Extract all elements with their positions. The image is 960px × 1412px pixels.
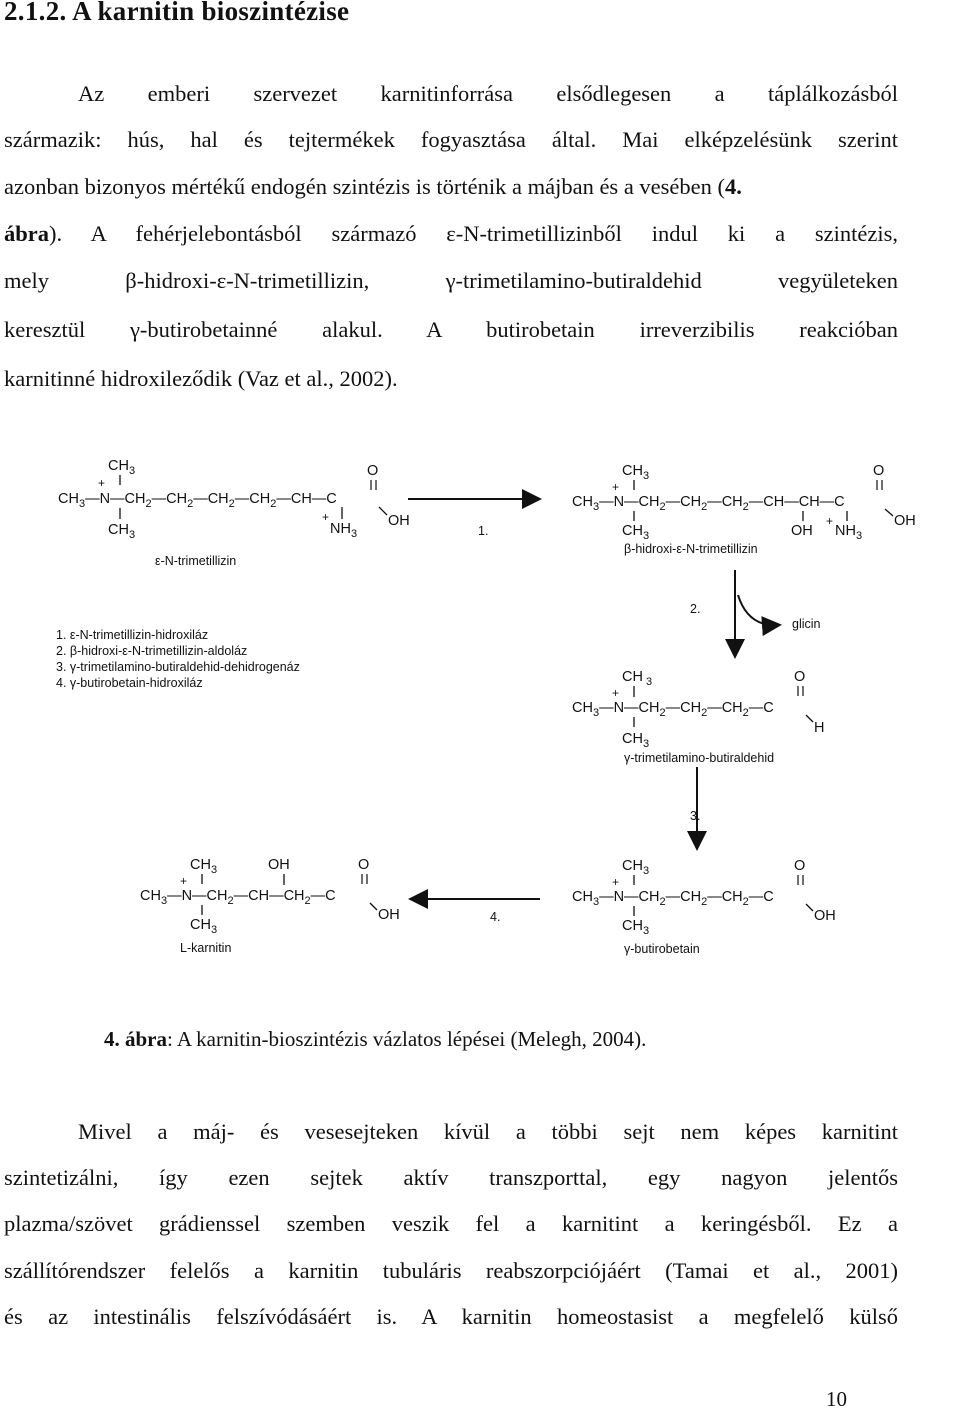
paragraph-line: származik: hús, hal és tejtermékek fogyasztása által. Mai elképzelésünk szerint	[4, 127, 898, 152]
svg-text:O: O	[367, 463, 379, 479]
svg-text:O: O	[873, 463, 885, 479]
svg-text:O: O	[794, 858, 806, 874]
svg-text:O: O	[794, 669, 806, 685]
paragraph-line: mely β-hidroxi-ε-N-trimetillizin, γ-trimetilamino-butiraldehid vegyületeken	[4, 268, 898, 293]
step-label: 4.	[490, 910, 501, 924]
svg-text:O: O	[358, 857, 370, 873]
enzyme-item: 4. γ-butirobetain-hidroxiláz	[56, 676, 203, 690]
structure-trimethyllysine	[58, 458, 410, 568]
svg-text:CH3—N—CH2—CH2—CH2—CH2—CH—C: $CH_3—N—CH_2—CH_2—CH_2—CH_2—CH—C$	[58, 491, 337, 510]
svg-text:H: H	[814, 720, 825, 736]
svg-text:+: +	[612, 875, 620, 889]
svg-text:CH3—N—CH2—CH2—CH2—C: $CH_3—N—CH_2—CH_2—CH_2—C$	[572, 889, 774, 908]
paragraph-line: szintetizálni, így ezen sejtek aktív transzporttal, egy nagyon jelentős	[4, 1165, 898, 1190]
paragraph-line: karnitinné hidroxileződik (Vaz et al., 2002).	[4, 366, 398, 391]
svg-text:CH3: $CH_3$	[190, 917, 218, 936]
paragraph-text: azonban bizonyos mértékű endogén szintézis is történik a májban és a vesében (	[4, 174, 726, 199]
enzyme-item: 2. β-hidroxi-ε-N-trimetillizin-aldoláz	[56, 644, 248, 658]
section-heading: 2.1.2. A karnitin bioszintézise	[4, 0, 350, 26]
svg-text:CH3: $CH_3$	[108, 522, 136, 541]
step-label: 3.	[690, 809, 701, 823]
structure-trimethylaminobutyraldehyde	[572, 669, 824, 765]
paragraph-line	[4, 172, 898, 202]
svg-text:OH: OH	[378, 907, 400, 923]
svg-text:+: +	[612, 480, 620, 494]
svg-text:CH3: $CH_3$	[622, 731, 650, 750]
svg-text:OH: OH	[814, 908, 836, 924]
enzyme-item: 3. γ-trimetilamino-butiraldehid-dehidrogenáz	[56, 660, 300, 674]
paragraph-line: Mivel a máj- és vesesejteken kívül a többi sejt nem képes karnitint	[78, 1119, 898, 1144]
svg-text:+: +	[826, 514, 834, 528]
paragraph-line: keresztül γ-butirobetainné alakul. A butirobetain irreverzibilis reakcióban	[4, 317, 898, 342]
paragraph-line	[4, 219, 898, 249]
svg-text:CH3: $CH_3$	[622, 858, 650, 877]
compound-name: γ-trimetilamino-butiraldehid	[624, 751, 775, 765]
structure-carnitine	[140, 857, 400, 955]
figure-caption	[104, 1027, 646, 1052]
svg-text:CH3: $CH_3$	[622, 463, 650, 482]
svg-text:NH3: $NH_3$	[330, 521, 358, 540]
svg-text:OH: OH	[388, 513, 410, 529]
compound-name: γ-butirobetain	[624, 942, 700, 956]
structure-butyrobetaine	[572, 858, 836, 956]
svg-text:NH3: $NH_3$	[835, 523, 863, 542]
figure-reference: 4.	[725, 174, 742, 199]
svg-text:CH3: $CH_3$	[108, 458, 136, 477]
step-label: 1.	[478, 524, 489, 538]
svg-text:CH3—N—CH2—CH—CH2—C: $CH_3—N—CH_2—CH—CH_2—C$	[140, 888, 336, 907]
svg-text:CH3: $CH_3$	[190, 857, 218, 876]
page-number: 10	[826, 1387, 847, 1411]
paragraph-line: Az emberi szervezet karnitinforrása elsődlegesen a táplálkozásból	[78, 81, 898, 106]
svg-text:CH3: $CH_3$	[622, 918, 650, 937]
structure-hydroxy-trimethyllysine	[572, 463, 916, 556]
caption-text: : A karnitin-bioszintézis vázlatos lépései (Melegh, 2004).	[167, 1027, 647, 1051]
paragraph-line: szállítórendszer felelős a karnitin tubuláris reabszorpciójáért (Tamai et al., 2001)	[4, 1258, 898, 1283]
paragraph-text: ). A fehérjelebontásból származó ε-N-trimetillizinből indul ki a szintézis,	[49, 221, 898, 246]
svg-text:CH3—N—CH2—CH2—CH2—C: $CH_3—N—CH_2—CH_2—CH_2—C$	[572, 700, 774, 719]
svg-text:OH: OH	[894, 513, 916, 529]
svg-text:+: +	[612, 686, 620, 700]
biosynthesis-diagram	[0, 445, 960, 975]
svg-text:CH3: $CH_3$	[622, 523, 650, 542]
byproduct-label: glicin	[792, 617, 821, 631]
byproduct-arrow	[738, 595, 778, 625]
svg-text:CH3—N—CH2—CH2—CH2—CH—CH—C: $CH_3—N—CH_2—CH_2—CH_2—CH—CH—C$	[572, 494, 845, 513]
svg-text:+: +	[322, 510, 330, 524]
svg-text:CH 3: CH $_3$	[622, 669, 653, 688]
svg-text:+: +	[98, 476, 106, 490]
svg-text:OH: OH	[268, 857, 290, 873]
paragraph-line: és az intestinális felszívódásáért is. A karnitin homeostasist a megfelelő külső	[4, 1304, 898, 1329]
enzyme-item: 1. ε-N-trimetillizin-hidroxiláz	[56, 628, 209, 642]
svg-text:+: +	[180, 874, 188, 888]
caption-label: 4. ábra	[104, 1027, 167, 1051]
svg-text:OH: OH	[791, 523, 813, 539]
compound-name: L-karnitin	[180, 941, 232, 955]
compound-name: β-hidroxi-ε-N-trimetillizin	[624, 542, 758, 556]
paragraph-line: plazma/szövet grádienssel szemben veszik fel a karnitint a keringésből. Ez a	[4, 1211, 898, 1236]
compound-name: ε-N-trimetillizin	[155, 554, 237, 568]
step-label: 2.	[690, 602, 701, 616]
figure-reference: ábra	[4, 221, 49, 246]
enzyme-legend	[56, 628, 300, 690]
